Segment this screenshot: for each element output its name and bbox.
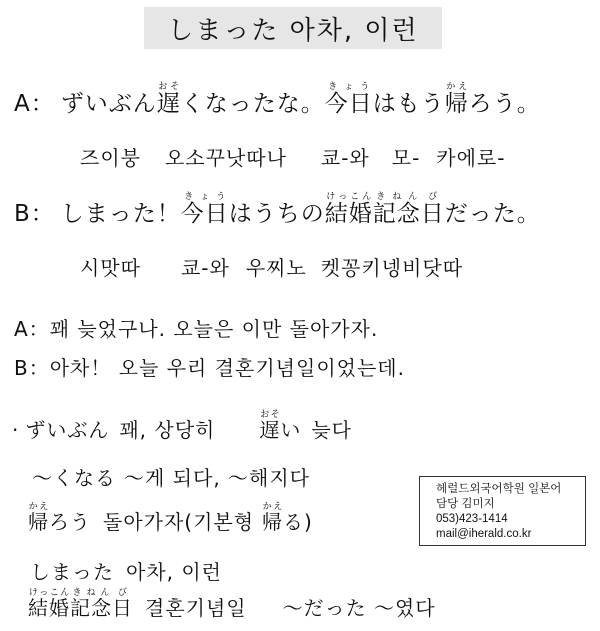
ruby-kekkon: 結婚けっこん [324, 192, 373, 227]
speaker-b: B： [14, 201, 55, 227]
vocab-item-shimatta [30, 556, 222, 585]
vocab-ko: 꽤, 상당히 [119, 418, 216, 442]
vocab-item-kaerou [28, 502, 313, 535]
reading-word: 쿄-와 [180, 256, 230, 280]
vocab-ko: 결혼기념일 [145, 596, 247, 620]
academy-name: 헤럴드외국어학원 일본어 [436, 483, 562, 495]
vocab-jp: しまった [30, 560, 114, 584]
vocab-ko: ～게 되다, ～해지다 [124, 466, 310, 490]
ruby-kyou: 今日きょう [180, 192, 229, 227]
ruby-kekkon: 結婚けっこん [28, 588, 70, 620]
ruby-oso: 遅おそ [156, 82, 181, 117]
reading-word: 카에로- [436, 146, 506, 170]
text-segment: くなったな。 [180, 91, 325, 117]
vocab-item-zuibun [12, 410, 352, 443]
reading-word: 오소꾸낫따나 [164, 146, 287, 170]
translation-text: B：아차！ 오늘 우리 결혼기념일이었는데. [14, 356, 405, 380]
reading-word: 시맛따 [80, 256, 141, 280]
translation-text: A：꽤 늦었구나. 오늘은 이만 돌아가자. [14, 317, 379, 341]
ruby-oso: 遅おそ [259, 410, 281, 442]
page-title [144, 7, 442, 49]
ruby-kae: 帰かえ [444, 82, 469, 117]
dialogue-a-reading [80, 142, 505, 171]
vocab-jp: る) [283, 510, 313, 534]
title-text: しまった 아차, 이런 [167, 15, 419, 46]
text-segment: はうちの [228, 201, 325, 227]
vocab-item-kekkonkinenbi [28, 588, 436, 621]
dialogue-b-korean [14, 352, 405, 381]
bullet: · [12, 418, 20, 442]
dialogue-b-reading [80, 252, 463, 281]
dialogue-b-japanese [14, 192, 541, 228]
vocab-jp: ～くなる [32, 466, 116, 490]
vocab-item-kunaru [32, 462, 310, 491]
dialogue-a-japanese [14, 82, 541, 118]
phone-number: 053)423-1414 [436, 513, 508, 525]
reading-word: 쿄-와 [320, 146, 370, 170]
contact-info-box [419, 476, 586, 546]
reading-word: 모- [391, 146, 421, 170]
email-address: mail@iherald.co.kr [436, 528, 532, 540]
vocab-jp: い [280, 418, 302, 442]
vocab-jp: ろう [49, 510, 91, 534]
dialogue-a-korean [14, 313, 378, 342]
text-segment: はもう [372, 91, 445, 117]
ruby-kae: 帰かえ [262, 502, 284, 534]
reading-word: 우찌노 [245, 256, 307, 280]
vocab-jp: ずいぶん [25, 418, 110, 442]
ruby-bi: 日び [420, 192, 445, 227]
reading-word: 켓꽁키넹비닷따 [320, 256, 464, 280]
ruby-kae: 帰かえ [28, 502, 49, 534]
reading-word: 즈이붕 [80, 146, 141, 170]
text-segment: だった。 [444, 201, 541, 227]
ruby-kinen: 記念きねん [372, 192, 421, 227]
vocab-ko: 늦다 [311, 418, 352, 442]
ruby-kyou: 今日きょう [324, 82, 373, 117]
text-segment: ろう。 [468, 91, 541, 117]
text-segment: ずいぶん [60, 91, 157, 117]
instructor-name: 담당 김미지 [436, 498, 495, 510]
text-segment: しまった！ [60, 201, 181, 227]
vocab-ko: 돌아가자(기본형 [103, 510, 255, 534]
vocab-ko: 아차, 이런 [126, 560, 222, 584]
speaker-a: A： [14, 91, 55, 117]
ruby-kinen: 記念きねん [70, 588, 112, 620]
ruby-bi: 日び [112, 588, 133, 620]
vocab-jp: ～だった ～였다 [282, 596, 436, 620]
